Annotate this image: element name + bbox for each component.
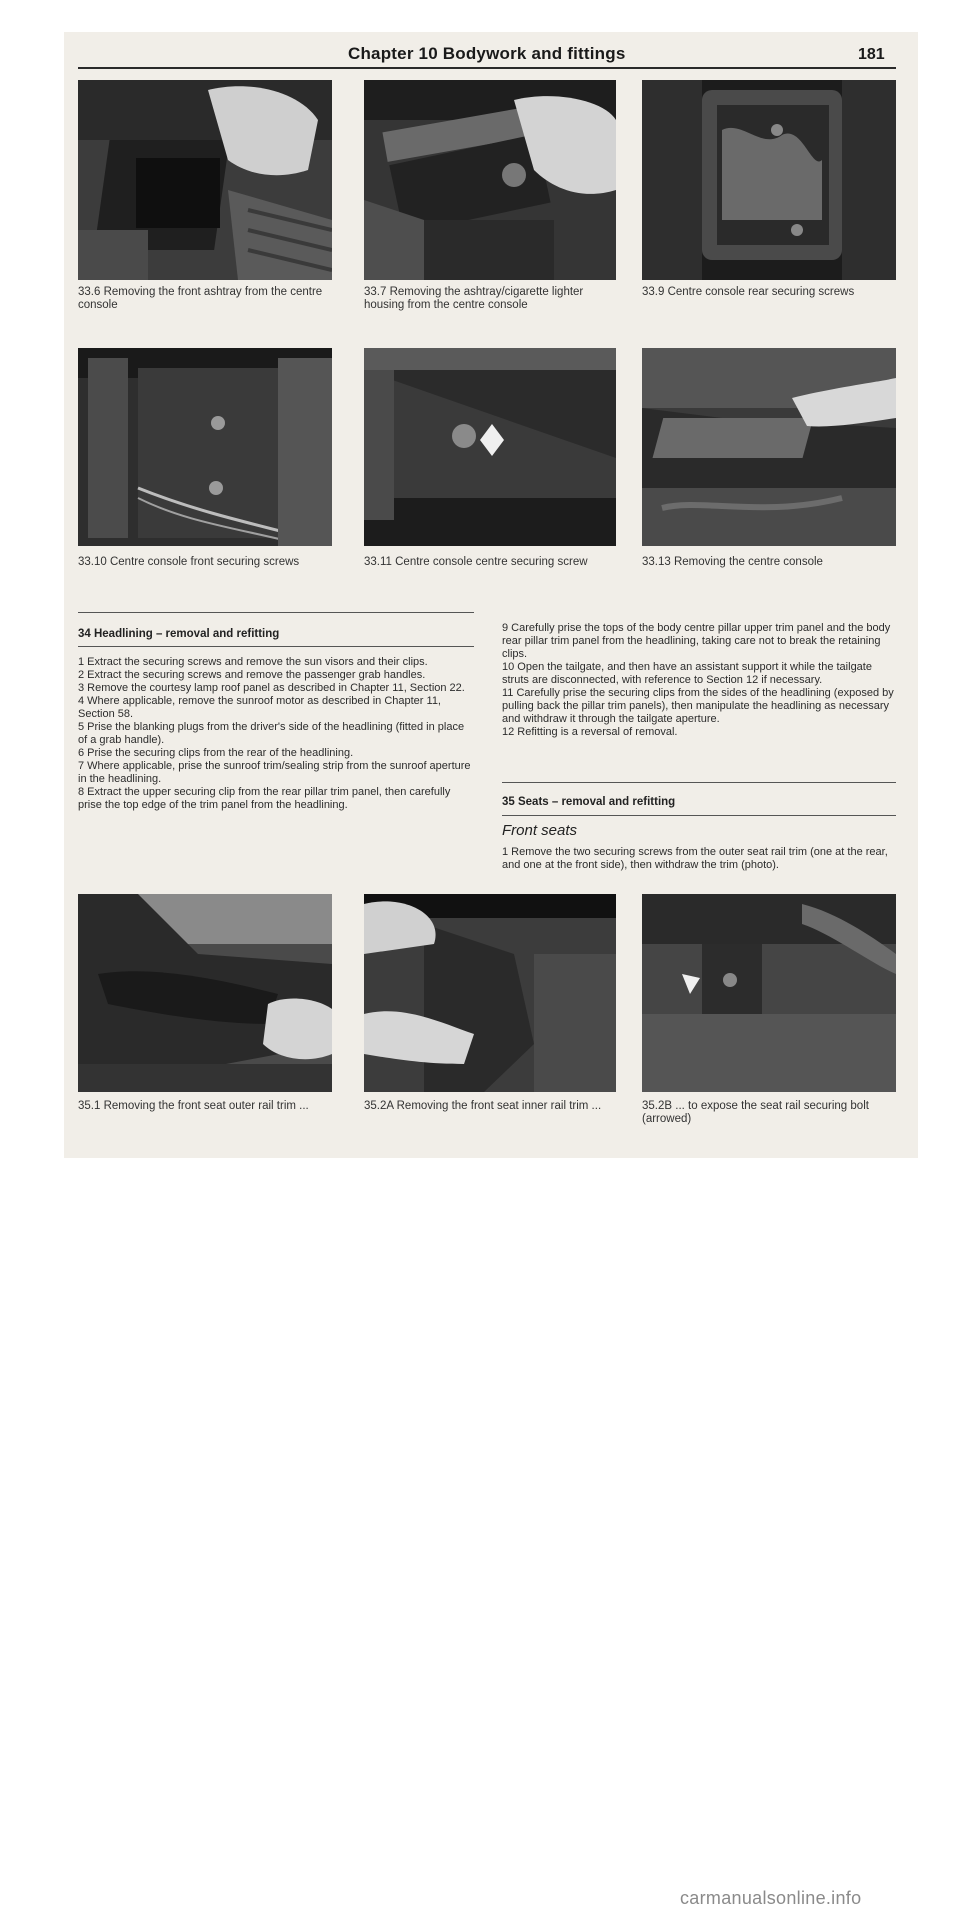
photo-33-13: [642, 348, 896, 546]
paragraph: 1 Remove the two securing screws from the outer seat rail trim (one at the rear, and one at the front side), then withdraw the trim (photo).: [502, 846, 888, 871]
photo-35-2a: [364, 894, 616, 1092]
paragraph: 2 Extract the securing screws and remove the passenger grab handles.: [78, 669, 426, 681]
photo-33-9: [642, 80, 896, 280]
caption-33-10: 33.10 Centre console front securing screws: [78, 556, 300, 568]
paragraph: 10 Open the tailgate, and then have an assistant support it while the tailgate struts are disconnected, with reference to Section 12 if necessary.: [502, 661, 872, 686]
paragraph: 7 Where applicable, prise the sunroof trim/sealing strip from the sunroof aperture in the headlining.: [78, 760, 471, 785]
caption-33-9: 33.9 Centre console rear securing screws: [642, 286, 855, 298]
section-34-rule-top: [78, 612, 474, 613]
paragraph: 8 Extract the upper securing clip from the rear pillar trim panel, then carefully prise the top edge of the trim panel from the headlining.: [78, 786, 451, 811]
paragraph: 12 Refitting is a reversal of removal.: [502, 726, 678, 738]
photo-33-7: [364, 80, 616, 280]
paragraph: 11 Carefully prise the securing clips from the sides of the headlining (exposed by pulling back the pillar trim panels), then manipulate the headlining as necessary and withdraw it through the tailgate aperture.: [502, 687, 894, 725]
caption-35-2b: 35.2B ... to expose the seat rail securing bolt (arrowed): [642, 1100, 869, 1125]
header-rule: [78, 67, 896, 69]
paragraph: 4 Where applicable, remove the sunroof motor as described in Chapter 11, Section 58.: [78, 695, 441, 720]
section-35-rule-bottom: [502, 815, 896, 816]
page-number: 181: [858, 46, 885, 63]
caption-35-1: 35.1 Removing the front seat outer rail trim ...: [78, 1100, 309, 1112]
paragraph: 6 Prise the securing clips from the rear of the headlining.: [78, 747, 354, 759]
caption-33-7: 33.7 Removing the ashtray/cigarette lighter housing from the centre console: [364, 286, 584, 311]
photo-35-1: [78, 894, 332, 1092]
watermark: carmanualsonline.info: [680, 1888, 862, 1908]
caption-33-6: 33.6 Removing the front ashtray from the centre console: [78, 286, 323, 311]
photo-35-2b: [642, 894, 896, 1092]
section-34-body-left: [78, 656, 474, 812]
photo-33-6: [78, 80, 332, 280]
photo-33-11: [364, 348, 616, 546]
caption-35-2a: 35.2A Removing the front seat inner rail trim ...: [364, 1100, 602, 1112]
front-seats-subheading: Front seats: [502, 822, 578, 839]
caption-33-11: 33.11 Centre console centre securing screw: [364, 556, 588, 568]
section-35-heading: 35 Seats – removal and refitting: [502, 796, 676, 808]
paragraph: 3 Remove the courtesy lamp roof panel as described in Chapter 11, Section 22.: [78, 682, 465, 694]
paragraph: 5 Prise the blanking plugs from the driver's side of the headlining (fitted in place of a grab handle).: [78, 721, 465, 746]
paragraph: 9 Carefully prise the tops of the body centre pillar upper trim panel and the body rear pillar trim panel from the headlining, taking care not to break the retaining clips.: [502, 622, 891, 660]
photo-33-10: [78, 348, 332, 546]
section-34-body-right: [502, 622, 896, 739]
section-34-heading: 34 Headlining – removal and refitting: [78, 628, 280, 640]
caption-33-13: 33.13 Removing the centre console: [642, 556, 823, 568]
section-34-rule-bottom: [78, 646, 474, 647]
chapter-title: Chapter 10 Bodywork and fittings: [348, 44, 626, 63]
paragraph: 1 Extract the securing screws and remove the sun visors and their clips.: [78, 656, 428, 668]
section-35-rule-top: [502, 782, 896, 783]
